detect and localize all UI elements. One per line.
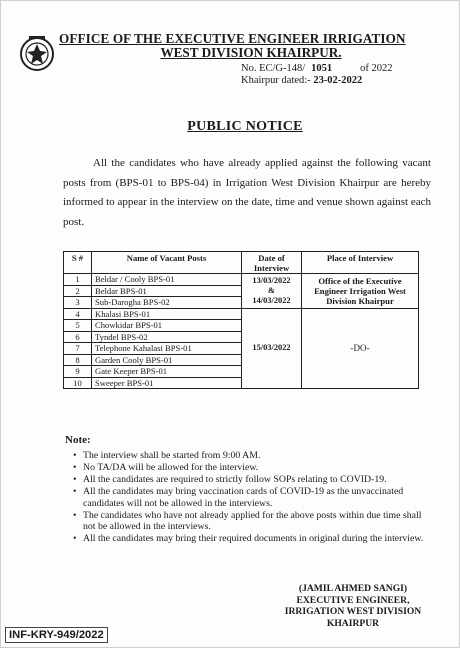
dated-label: Khairpur dated:-	[241, 75, 311, 86]
group1-date-line1: 13/03/2022	[252, 275, 291, 285]
group2-date: 15/03/2022	[242, 308, 302, 389]
signature-block	[273, 583, 433, 629]
reference-number-value: 1051	[311, 63, 333, 74]
list-item: • The candidates who have not already applied for the above posts within due time shall not be allowed in the interviews.	[73, 510, 433, 533]
table-row	[64, 308, 419, 320]
row-post: Khalasi BPS-01	[92, 308, 242, 320]
notice-paragraph: All the candidates who have already applied against the following vacant posts from (BPS-01 to BPS-04) in Irrigation West Division Khairpur are hereby informed to appear in the interview on the date, time and venue shown against each post.	[63, 157, 431, 228]
header-place: Place of Interview	[302, 252, 419, 274]
group2-place-ditto: -DO-	[350, 343, 370, 354]
list-item: • The interview shall be started from 9:00 AM.	[73, 450, 433, 462]
dated-line	[241, 75, 362, 86]
group1-date-line2: &	[268, 285, 275, 295]
list-item: • All the candidates are required to strictly follow SOPs relating to COVID-19.	[73, 474, 433, 486]
row-sn: 2	[64, 285, 92, 297]
row-post: Chowkidar BPS-01	[92, 320, 242, 332]
row-post: Gate Keeper BPS-01	[92, 366, 242, 378]
row-sn: 6	[64, 331, 92, 343]
group2-place	[302, 308, 419, 389]
reference-prefix: No. EC/G-148/	[241, 63, 306, 74]
reference-year: of 2022	[360, 63, 393, 74]
signatory-name: (JAMIL AHMED SANGI)	[298, 583, 408, 594]
row-post: Garden Cooly BPS-01	[92, 354, 242, 366]
row-sn: 7	[64, 343, 92, 355]
reference-number	[241, 63, 393, 74]
list-item: • All the candidates may bring their required documents in original during the interview.	[73, 533, 433, 545]
notice-title: PUBLIC NOTICE	[187, 119, 303, 134]
row-post: Sweeper BPS-01	[92, 377, 242, 389]
row-post: Beldar / Cooly BPS-01	[92, 274, 242, 286]
dated-value: 23-02-2022	[313, 75, 363, 86]
signatory-designation: EXECUTIVE ENGINEER,	[296, 594, 410, 606]
signatory-city: KHAIRPUR	[326, 617, 380, 629]
list-item: • All the candidates may bring vaccination cards of COVID-19 as the unvaccinated candidates will not be allowed in the interviews.	[73, 486, 433, 509]
row-sn: 8	[64, 354, 92, 366]
group1-place: Office of the Executive Engineer Irrigation West Division Khairpur	[302, 274, 419, 309]
office-title-line1: OFFICE OF THE EXECUTIVE ENGINEER IRRIGATION	[59, 31, 406, 46]
row-sn: 5	[64, 320, 92, 332]
row-post: Sub-Darogha BPS-02	[92, 297, 242, 309]
row-post: Telephone Kahalasi BPS-01	[92, 343, 242, 355]
row-sn: 9	[64, 366, 92, 378]
header-post: Name of Vacant Posts	[92, 252, 242, 274]
footer-code: INF-KRY-949/2022	[5, 627, 108, 643]
row-sn: 1	[64, 274, 92, 286]
list-item: • No TA/DA will be allowed for the interview.	[73, 462, 433, 474]
group1-date-line3: 14/03/2022	[252, 295, 291, 305]
header-sn: S #	[64, 252, 92, 274]
row-sn: 10	[64, 377, 92, 389]
row-sn: 3	[64, 297, 92, 309]
row-sn: 4	[64, 308, 92, 320]
table-header-row	[64, 252, 419, 274]
header-date: Date of Interview	[242, 252, 302, 274]
note-label: Note:	[65, 434, 91, 446]
group1-date	[242, 274, 302, 309]
row-post: Tyndel BPS-02	[92, 331, 242, 343]
vacant-posts-table	[63, 251, 419, 389]
office-title-line2: WEST DIVISION KHAIRPUR.	[160, 45, 342, 60]
row-post: Beldar BPS-01	[92, 285, 242, 297]
table-row	[64, 274, 419, 286]
notes-list	[73, 450, 433, 545]
signatory-office: IRRIGATION WEST DIVISION	[284, 606, 422, 618]
